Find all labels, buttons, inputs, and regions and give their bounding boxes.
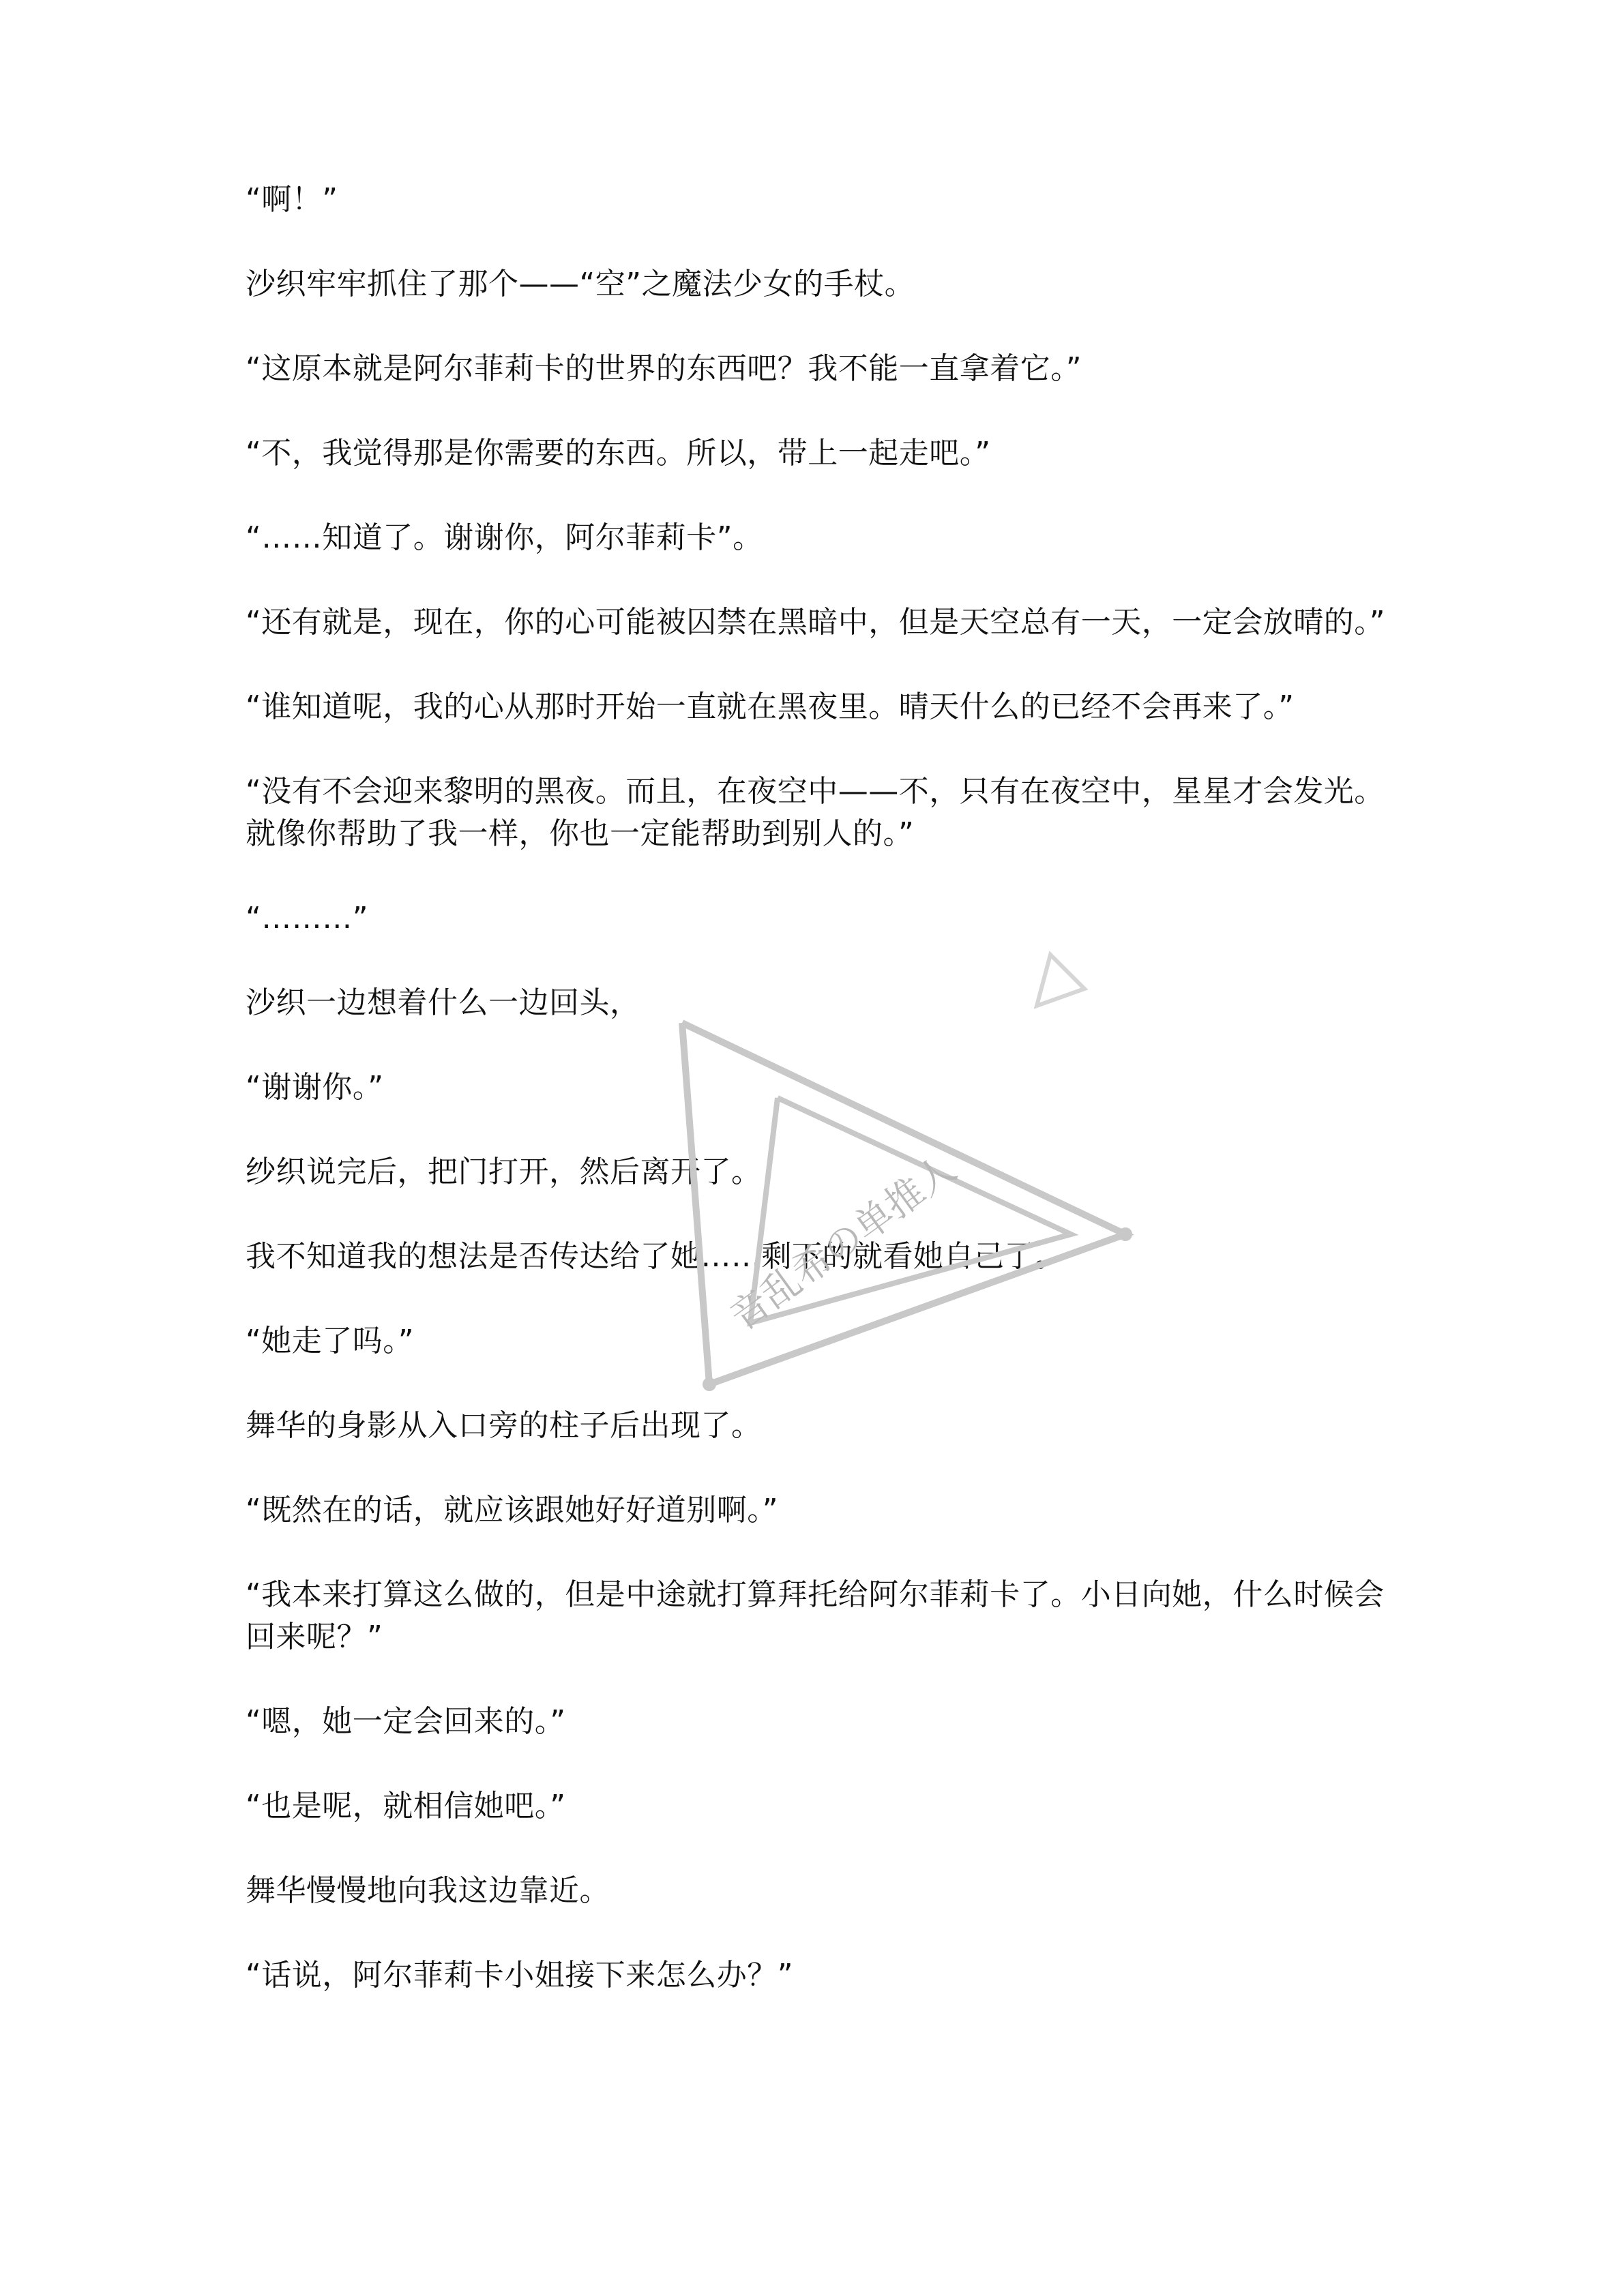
paragraph: 舞华的身影从入口旁的柱子后出现了。 xyxy=(246,1408,762,1443)
paragraph: “………” xyxy=(246,901,369,936)
paragraph: “话说，阿尔菲莉卡小姐接下来怎么办？” xyxy=(246,1958,794,1993)
paragraph: “谢谢你。” xyxy=(246,1070,384,1105)
paragraph: 沙织牢牢抓住了那个——“空”之魔法少女的手杖。 xyxy=(246,267,915,301)
watermark-text: 音乱希の单推人 xyxy=(722,1146,965,1340)
paragraph: 我不知道我的想法是否传达给了她……剩下的就看她自己了。 xyxy=(246,1239,1065,1274)
paragraph: “……知道了。谢谢你，阿尔菲莉卡”。 xyxy=(246,520,763,555)
document-body xyxy=(246,179,1391,2039)
paragraph: “既然在的话，就应该跟她好好道别啊。” xyxy=(246,1493,779,1527)
paragraph: “这原本就是阿尔菲莉卡的世界的东西吧？我不能一直拿着它。” xyxy=(246,351,1082,386)
paragraph: “不，我觉得那是你需要的东西。所以，带上一起走吧。” xyxy=(246,436,991,471)
paragraph: 纱织说完后，把门打开，然后离开了。 xyxy=(246,1154,762,1189)
paragraph: “也是呢，就相信她吧。” xyxy=(246,1789,566,1823)
paragraph: “还有就是，现在，你的心可能被囚禁在黑暗中，但是天空总有一天，一定会放晴的。” xyxy=(246,605,1386,640)
paragraph: 沙织一边想着什么一边回头， xyxy=(246,985,640,1020)
paragraph: “没有不会迎来黎明的黑夜。而且，在夜空中——不，只有在夜空中，星星才会发光。就像你帮助了我一样，你也一定能帮助到别人的。” xyxy=(246,774,1385,851)
paragraph: 舞华慢慢地向我这边靠近。 xyxy=(246,1873,610,1908)
paragraph: “嗯，她一定会回来的。” xyxy=(246,1704,566,1739)
paragraph: “我本来打算这么做的，但是中途就打算拜托给阿尔菲莉卡了。小日向她，什么时候会回来呢？” xyxy=(246,1577,1385,1654)
paragraph: “她走了吗。” xyxy=(246,1324,415,1358)
paragraph: “啊！” xyxy=(246,182,338,217)
paragraph: “谁知道呢，我的心从那时开始一直就在黑夜里。晴天什么的已经不会再来了。” xyxy=(246,689,1295,724)
